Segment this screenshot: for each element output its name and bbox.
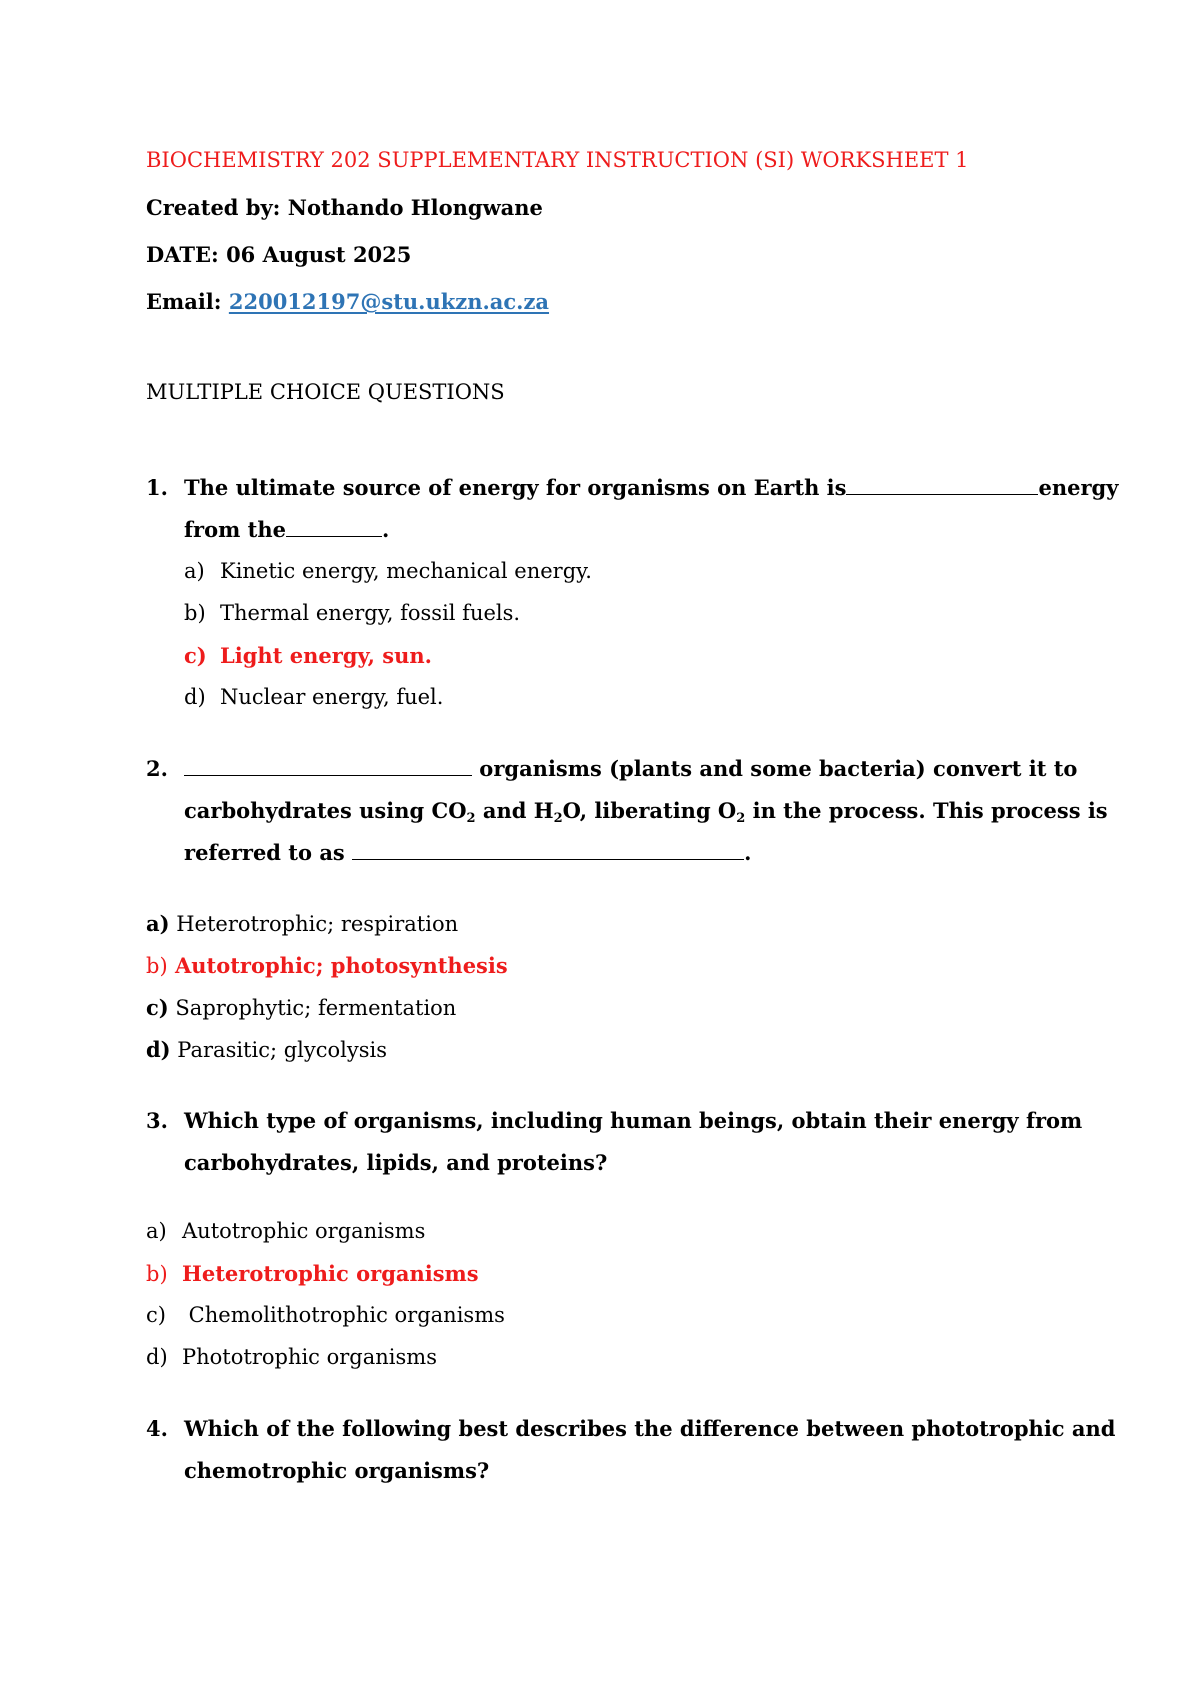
worksheet-title: BIOCHEMISTRY 202 SUPPLEMENTARY INSTRUCTION (SI) WORKSHEET 1 (146, 148, 969, 172)
date-label: DATE: (146, 242, 227, 267)
option-label: b) (146, 1262, 168, 1286)
question-1-line-1 (146, 477, 1118, 498)
question-2-text-d: O, liberating O (562, 798, 737, 823)
question-2-option-a[interactable] (146, 913, 458, 935)
option-label: a) (184, 559, 205, 583)
option-label: c) (184, 643, 207, 668)
question-2-option-d[interactable] (146, 1039, 387, 1061)
section-title: MULTIPLE CHOICE QUESTIONS (146, 380, 505, 404)
option-label: b) (184, 601, 206, 625)
subscript: 2 (553, 811, 563, 826)
question-1-option-c-correct[interactable] (184, 645, 432, 666)
question-3-option-a[interactable] (146, 1221, 425, 1242)
question-4-line-1 (146, 1418, 1115, 1439)
option-text: Parasitic; glycolysis (170, 1038, 388, 1062)
question-3-line-1 (146, 1110, 1082, 1131)
option-text: Autotrophic; photosynthesis (167, 953, 508, 978)
question-2-text-g: . (744, 840, 752, 865)
question-1-text-a: The ultimate source of energy for organisms on Earth is (184, 475, 847, 500)
option-text: Kinetic energy, mechanical energy. (220, 559, 592, 583)
email-label: Email: (146, 289, 229, 314)
option-text: Heterotrophic organisms (182, 1261, 479, 1286)
question-1-text-b: energy (1038, 475, 1119, 500)
question-2-text-e: in the process. This process is (745, 798, 1108, 823)
question-2-text-f: referred to as (184, 840, 353, 865)
question-1-text-c: from the (184, 517, 286, 542)
question-2-option-c[interactable] (146, 997, 456, 1019)
option-text: Nuclear energy, fuel. (220, 685, 444, 709)
question-2-text-a: organisms (plants and some bacteria) convert it to (472, 756, 1078, 781)
answer-blank (286, 535, 382, 537)
question-3-text-a: Which type of organisms, including human beings, obtain their energy from (184, 1108, 1083, 1133)
option-label: a) (146, 911, 170, 936)
question-2-line-1 (146, 758, 1077, 779)
created-by (146, 197, 543, 218)
option-label: a) (146, 1219, 167, 1243)
option-text: Autotrophic organisms (182, 1219, 426, 1243)
option-text: Heterotrophic; respiration (169, 912, 459, 936)
question-2-text-c: and H (475, 798, 554, 823)
option-label: d) (184, 685, 206, 709)
option-text: Light energy, sun. (220, 643, 432, 668)
question-1-option-a[interactable] (184, 561, 592, 582)
question-3-option-d[interactable] (146, 1347, 437, 1368)
question-2-text-b: carbohydrates using CO (184, 798, 467, 823)
date-line (146, 244, 411, 265)
question-4-text-a: Which of the following best describes the difference between phototrophic and (184, 1416, 1116, 1441)
option-label: c) (146, 995, 169, 1020)
question-2-line-2 (184, 798, 1108, 826)
created-by-label: Created by: (146, 195, 288, 220)
question-1-line-2 (184, 519, 389, 540)
question-2-line-3 (184, 842, 751, 863)
question-1-number: 1. (146, 475, 168, 500)
answer-blank (846, 493, 1038, 495)
question-1-option-b[interactable] (184, 603, 520, 624)
option-text: Saprophytic; fermentation (168, 996, 457, 1020)
option-label: c) (146, 1303, 166, 1327)
option-label: d) (146, 1345, 168, 1369)
question-2-number: 2. (146, 756, 168, 781)
question-3-option-c[interactable] (146, 1305, 505, 1326)
answer-blank (184, 774, 472, 776)
option-label: b) (146, 954, 168, 978)
subscript: 2 (466, 811, 476, 826)
question-2-option-b-correct[interactable] (146, 955, 508, 977)
option-label: d) (146, 1037, 171, 1062)
question-4-line-2: chemotrophic organisms? (184, 1458, 490, 1483)
option-text: Phototrophic organisms (182, 1345, 437, 1369)
question-1-option-d[interactable] (184, 687, 443, 708)
created-by-value: Nothando Hlongwane (287, 195, 543, 220)
question-3-option-b-correct[interactable] (146, 1263, 479, 1285)
subscript: 2 (736, 811, 746, 826)
question-1-text-d: . (381, 517, 390, 542)
question-4-number: 4. (146, 1416, 168, 1441)
option-text: Chemolithotrophic organisms (182, 1303, 505, 1327)
question-3-number: 3. (146, 1108, 168, 1133)
date-value: 06 August 2025 (226, 242, 412, 267)
email-line (146, 291, 549, 312)
question-3-line-2: carbohydrates, lipids, and proteins? (184, 1150, 608, 1175)
option-text: Thermal energy, fossil fuels. (220, 601, 521, 625)
answer-blank (352, 858, 744, 860)
email-link[interactable]: 220012197@stu.ukzn.ac.za (228, 289, 550, 314)
